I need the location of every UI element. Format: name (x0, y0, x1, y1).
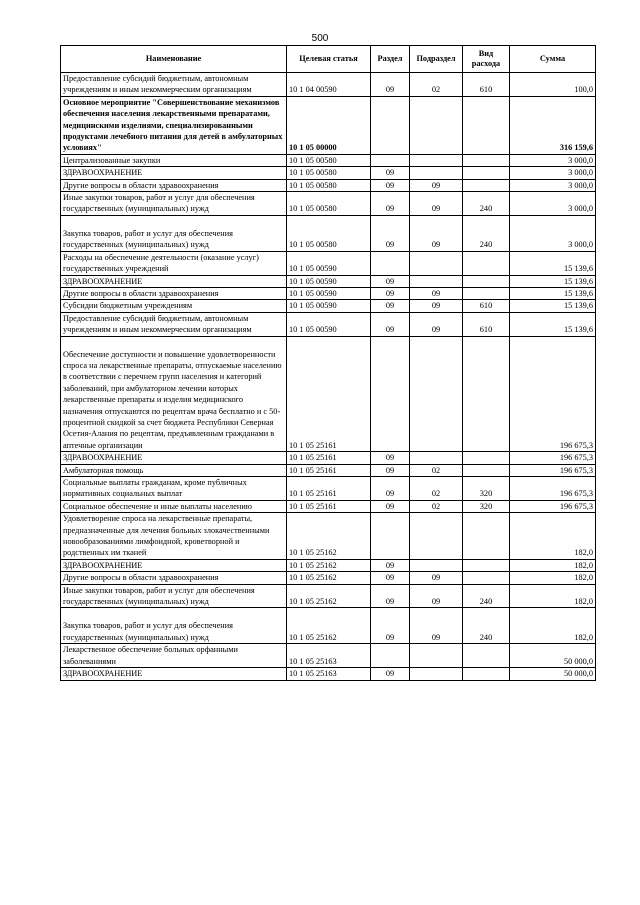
row-amount: 3 000,0 (510, 215, 596, 251)
row-subsection (410, 275, 463, 287)
row-expense-type (463, 251, 510, 275)
table-row (61, 312, 596, 336)
row-subsection (410, 336, 463, 452)
row-amount: 3 000,0 (510, 167, 596, 179)
row-expense-type: 320 (463, 477, 510, 501)
row-code: 10 1 05 25163 (287, 644, 371, 668)
row-amount: 3 000,0 (510, 192, 596, 216)
row-section: 09 (371, 73, 410, 97)
row-name: Другие вопросы в области здравоохранения (61, 287, 287, 299)
row-name: ЗДРАВООХРАНЕНИЕ (61, 668, 287, 680)
row-name: Субсидии бюджетным учреждениям (61, 300, 287, 312)
row-subsection: 09 (410, 584, 463, 608)
table-row (61, 608, 596, 644)
row-section: 09 (371, 500, 410, 512)
row-amount: 50 000,0 (510, 644, 596, 668)
table-row (61, 500, 596, 512)
table-row (61, 215, 596, 251)
row-section: 09 (371, 167, 410, 179)
row-amount: 15 139,6 (510, 251, 596, 275)
row-expense-type (463, 452, 510, 464)
table-row (61, 452, 596, 464)
row-code: 10 1 05 25162 (287, 559, 371, 571)
table-row (61, 300, 596, 312)
row-name: Иные закупки товаров, работ и услуг для обеспечения государственных (муниципальных) нужд (61, 584, 287, 608)
table-row (61, 513, 596, 560)
row-code: 10 1 05 00590 (287, 312, 371, 336)
row-code: 10 1 05 25161 (287, 336, 371, 452)
table-row (61, 644, 596, 668)
row-subsection (410, 513, 463, 560)
table-row (61, 192, 596, 216)
row-expense-type (463, 96, 510, 154)
row-subsection: 09 (410, 300, 463, 312)
row-section (371, 251, 410, 275)
row-expense-type (463, 287, 510, 299)
row-name: Другие вопросы в области здравоохранения (61, 572, 287, 584)
row-code: 10 1 05 00590 (287, 300, 371, 312)
header-name: Наименование (61, 46, 287, 73)
header-expense-type: Вид расхода (463, 46, 510, 73)
row-amount: 196 675,3 (510, 500, 596, 512)
table-row (61, 668, 596, 680)
row-name: Лекарственное обеспечение больных орфанными заболеваниями (61, 644, 287, 668)
row-subsection: 09 (410, 312, 463, 336)
row-name: ЗДРАВООХРАНЕНИЕ (61, 275, 287, 287)
row-section: 09 (371, 477, 410, 501)
row-amount: 196 675,3 (510, 464, 596, 476)
row-amount: 3 000,0 (510, 154, 596, 166)
row-amount: 15 139,6 (510, 312, 596, 336)
row-expense-type (463, 513, 510, 560)
row-expense-type: 610 (463, 73, 510, 97)
row-code: 10 1 05 00590 (287, 287, 371, 299)
row-expense-type: 240 (463, 215, 510, 251)
row-amount: 15 139,6 (510, 275, 596, 287)
table-row (61, 275, 596, 287)
row-subsection: 09 (410, 287, 463, 299)
row-name: Основное мероприятие "Совершенствование механизмов обеспечения населения лекарственными препаратами, медицинскими изделиями, специализированными продуктами лечебного питания для детей в амбулаторных условиях" (61, 96, 287, 154)
row-subsection (410, 154, 463, 166)
row-section (371, 336, 410, 452)
row-section: 09 (371, 559, 410, 571)
row-amount: 316 159,6 (510, 96, 596, 154)
row-code: 10 1 05 00580 (287, 192, 371, 216)
row-code: 10 1 05 00590 (287, 251, 371, 275)
table-row (61, 336, 596, 452)
row-expense-type (463, 464, 510, 476)
row-name: Иные закупки товаров, работ и услуг для обеспечения государственных (муниципальных) нужд (61, 192, 287, 216)
row-amount: 182,0 (510, 572, 596, 584)
header-code: Целевая статья (287, 46, 371, 73)
row-code: 10 1 05 25162 (287, 584, 371, 608)
row-expense-type: 240 (463, 584, 510, 608)
table-row (61, 464, 596, 476)
row-expense-type (463, 559, 510, 571)
row-section (371, 513, 410, 560)
header-subsection: Подраздел (410, 46, 463, 73)
row-subsection (410, 251, 463, 275)
row-expense-type (463, 644, 510, 668)
row-amount: 182,0 (510, 608, 596, 644)
row-name: ЗДРАВООХРАНЕНИЕ (61, 452, 287, 464)
row-section: 09 (371, 215, 410, 251)
row-section: 09 (371, 192, 410, 216)
row-code: 10 1 05 25163 (287, 668, 371, 680)
row-section: 09 (371, 452, 410, 464)
row-subsection: 02 (410, 477, 463, 501)
table-row (61, 73, 596, 97)
row-section: 09 (371, 668, 410, 680)
row-expense-type: 610 (463, 300, 510, 312)
row-section: 09 (371, 572, 410, 584)
row-name: Социальное обеспечение и иные выплаты населению (61, 500, 287, 512)
table-row (61, 287, 596, 299)
row-amount: 15 139,6 (510, 287, 596, 299)
row-amount: 50 000,0 (510, 668, 596, 680)
row-amount: 15 139,6 (510, 300, 596, 312)
row-expense-type (463, 668, 510, 680)
row-subsection: 02 (410, 73, 463, 97)
row-name: ЗДРАВООХРАНЕНИЕ (61, 559, 287, 571)
row-subsection: 09 (410, 179, 463, 191)
budget-table (60, 45, 596, 681)
header-section: Раздел (371, 46, 410, 73)
row-amount: 196 675,3 (510, 477, 596, 501)
row-code: 10 1 05 00580 (287, 179, 371, 191)
row-section: 09 (371, 300, 410, 312)
row-code: 10 1 05 00580 (287, 215, 371, 251)
row-code: 10 1 05 25161 (287, 477, 371, 501)
table-header-row (61, 46, 596, 73)
table-row (61, 167, 596, 179)
row-amount: 100,0 (510, 73, 596, 97)
row-name: Закупка товаров, работ и услуг для обеспечения государственных (муниципальных) нужд (61, 608, 287, 644)
row-code: 10 1 05 25162 (287, 608, 371, 644)
row-expense-type (463, 179, 510, 191)
row-section: 09 (371, 179, 410, 191)
row-subsection (410, 96, 463, 154)
row-amount: 196 675,3 (510, 452, 596, 464)
row-name: Амбулаторная помощь (61, 464, 287, 476)
table-row (61, 584, 596, 608)
page-number: 500 (311, 33, 329, 44)
row-code: 10 1 05 00580 (287, 154, 371, 166)
row-amount: 3 000,0 (510, 179, 596, 191)
table-row (61, 251, 596, 275)
row-name: Расходы на обеспечение деятельности (оказание услуг) государственных учреждений (61, 251, 287, 275)
row-subsection: 02 (410, 500, 463, 512)
row-code: 10 1 05 25161 (287, 500, 371, 512)
row-subsection (410, 644, 463, 668)
row-amount: 196 675,3 (510, 336, 596, 452)
row-code: 10 1 04 00590 (287, 73, 371, 97)
row-subsection: 09 (410, 215, 463, 251)
row-section (371, 154, 410, 166)
table-row (61, 96, 596, 154)
header-amount: Сумма (510, 46, 596, 73)
row-amount: 182,0 (510, 559, 596, 571)
row-expense-type (463, 275, 510, 287)
row-section (371, 644, 410, 668)
table-row (61, 572, 596, 584)
row-code: 10 1 05 00000 (287, 96, 371, 154)
row-section: 09 (371, 608, 410, 644)
row-name: Удовлетворение спроса на лекарственные препараты, предназначенные для лечения больных злокачественными новообразованиями лимфоидной, кроветворной и родственных им тканей (61, 513, 287, 560)
row-code: 10 1 05 25162 (287, 513, 371, 560)
row-expense-type: 240 (463, 608, 510, 644)
row-amount: 182,0 (510, 513, 596, 560)
row-name: Обеспечение доступности и повышение удовлетворенности спроса на лекарственные препараты, отпускаемые населению в соответствии с перечнем групп населения и категорий заболеваний, при амбулаторном лечении которых лекарственные препараты и изделия медицинского назначения отпускаются по рецептам врача бесплатно и с 50-процентной скидкой за счет бюджета Республики Северная Осетия-Алания по рецептам, предъявленным гражданами в аптечные организации (61, 336, 287, 452)
row-section: 09 (371, 464, 410, 476)
row-name: Социальные выплаты гражданам, кроме публичных нормативных социальных выплат (61, 477, 287, 501)
row-subsection (410, 167, 463, 179)
row-code: 10 1 05 25161 (287, 464, 371, 476)
row-expense-type (463, 154, 510, 166)
row-expense-type: 320 (463, 500, 510, 512)
row-name: Закупка товаров, работ и услуг для обеспечения государственных (муниципальных) нужд (61, 215, 287, 251)
row-expense-type: 240 (463, 192, 510, 216)
row-subsection: 02 (410, 464, 463, 476)
row-name: Централизованные закупки (61, 154, 287, 166)
row-subsection: 09 (410, 572, 463, 584)
row-name: Предоставление субсидий бюджетным, автономным учреждениям и иным некоммерческим организациям (61, 73, 287, 97)
row-code: 10 1 05 00590 (287, 275, 371, 287)
row-name: Другие вопросы в области здравоохранения (61, 179, 287, 191)
row-name: Предоставление субсидий бюджетным, автономным учреждениям и иным некоммерческим организациям (61, 312, 287, 336)
row-section (371, 96, 410, 154)
row-subsection (410, 559, 463, 571)
table-row (61, 559, 596, 571)
table-row (61, 179, 596, 191)
row-expense-type (463, 572, 510, 584)
row-expense-type (463, 167, 510, 179)
row-subsection (410, 452, 463, 464)
row-amount: 182,0 (510, 584, 596, 608)
row-section: 09 (371, 584, 410, 608)
table-row (61, 154, 596, 166)
row-subsection: 09 (410, 192, 463, 216)
table-row (61, 477, 596, 501)
row-code: 10 1 05 00580 (287, 167, 371, 179)
row-section: 09 (371, 312, 410, 336)
row-section: 09 (371, 287, 410, 299)
row-expense-type: 610 (463, 312, 510, 336)
row-code: 10 1 05 25161 (287, 452, 371, 464)
row-section: 09 (371, 275, 410, 287)
row-subsection: 09 (410, 608, 463, 644)
row-subsection (410, 668, 463, 680)
row-expense-type (463, 336, 510, 452)
row-name: ЗДРАВООХРАНЕНИЕ (61, 167, 287, 179)
row-code: 10 1 05 25162 (287, 572, 371, 584)
